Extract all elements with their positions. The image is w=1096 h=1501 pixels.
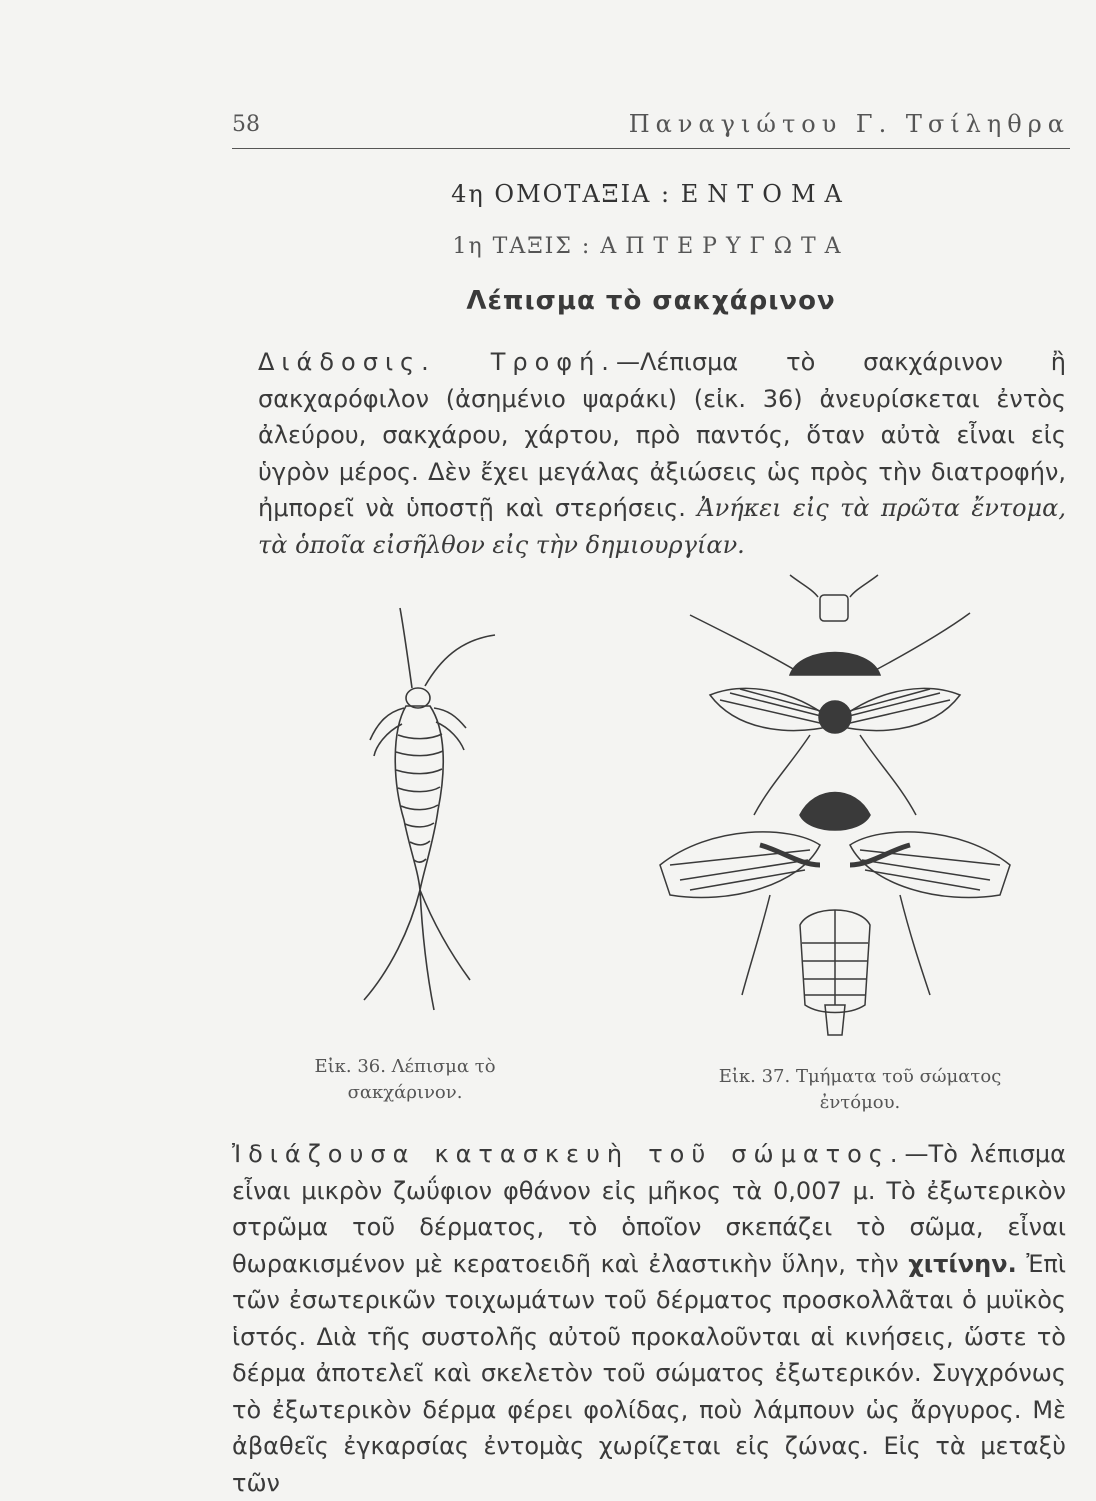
figure-36-caption: Εἰκ. 36. Λέπισμα τὸ σακχάρινον. <box>314 1056 496 1103</box>
page-header <box>232 108 1070 149</box>
order-heading <box>232 234 1070 259</box>
order-name: ΑΠΤΕΡΥΓΩΤΑ <box>600 234 850 259</box>
paragraph1-lead: Διάδοσις. Τροφή. <box>258 348 616 376</box>
paragraph2-body-before: —Τὸ λέπισμα εἶναι μικρὸν ζωΰφιον φθάνον εἰς μῆκος τὰ 0,007 μ. Τὸ ἐξωτερικὸν στρῶμα τοῦ δέρματος, τὸ ὁποῖον σκεπάζει τὸ σῶμα, εἶναι θωρακισμένον μὲ κερατοειδῆ καὶ ἐλαστικὴν ὕλην, τὴν <box>232 1140 1066 1278</box>
class-heading <box>232 180 1070 208</box>
insect-parts-drawing <box>650 565 1020 1055</box>
paragraph-distribution <box>258 344 1066 563</box>
chitin-term: χιτίνην. <box>908 1249 1017 1278</box>
silverfish-drawing <box>330 600 520 1020</box>
species-heading: Λέπισμα τὸ σακχάρινον <box>466 286 836 316</box>
order-prefix: 1η ΤΑΞΙΣ : <box>452 234 601 259</box>
figure-37-caption: Εἰκ. 37. Τμήματα τοῦ σώματος ἐντόμου. <box>718 1066 1002 1113</box>
paragraph-body-structure <box>232 1136 1066 1501</box>
paragraph2-lead: Ἰδιάζουσα κατασκευὴ τοῦ σώματος. <box>232 1140 905 1168</box>
page-number: 58 <box>232 112 260 137</box>
figure-36-silverfish <box>330 600 520 1020</box>
paragraph1-body: —Λέπισμα τὸ σακχάρινον ἢ σακχαρόφιλον (ἀσημένιο ψαράκι) (εἰκ. 36) ἀνευρίσκεται ἐντὸς ἀλεύρου, σακχάρου, χάρτου, πρὸ παντός, ὅταν αὐτὰ εἶναι εἰς ὑγρὸν μέρος. Δὲν ἔχει μεγάλας ἀξιώσεις ὡς πρὸς τὴν διατροφήν, ἠμπορεῖ νὰ ὑποστῇ καὶ στερήσεις. <box>258 348 1066 522</box>
figure-37-insect-parts <box>650 565 1020 1055</box>
paragraph2-body-after: Ἐπὶ τῶν ἐσωτερικῶν τοιχωμάτων τοῦ δέρματος προσκολλᾶται ὁ μυϊκὸς ἱστός. Διὰ τῆς συστολῆς αὐτοῦ προκαλοῦνται αἱ κινήσεις, ὥστε τὸ δέρμα ἀποτελεῖ καὶ σκελετὸν τοῦ σώματος ἐξωτερικόν. Συγχρόνως τὸ ἐξωτερικὸν δέρμα φέρει φολίδας, ποὺ λάμπουν ὡς ἄργυρος. Μὲ ἀβαθεῖς ἐγκαρσίας ἐντομὰς χωρίζεται εἰς ζώνας. Εἰς τὰ μεταξὺ τῶν <box>232 1249 1066 1497</box>
class-prefix: 4η ΟΜΟΤΑΞΙΑ : <box>451 180 681 208</box>
running-head: Παναγιώτου Γ. Τσίληθρα <box>628 110 1070 138</box>
paragraph1-italic: Ἀνήκει εἰς τὰ πρῶτα ἔντομα, τὰ ὁποῖα εἰσῆλθον εἰς τὴν δημιουργίαν. <box>258 494 1066 559</box>
class-name: ΕΝΤΟΜΑ <box>680 180 851 208</box>
